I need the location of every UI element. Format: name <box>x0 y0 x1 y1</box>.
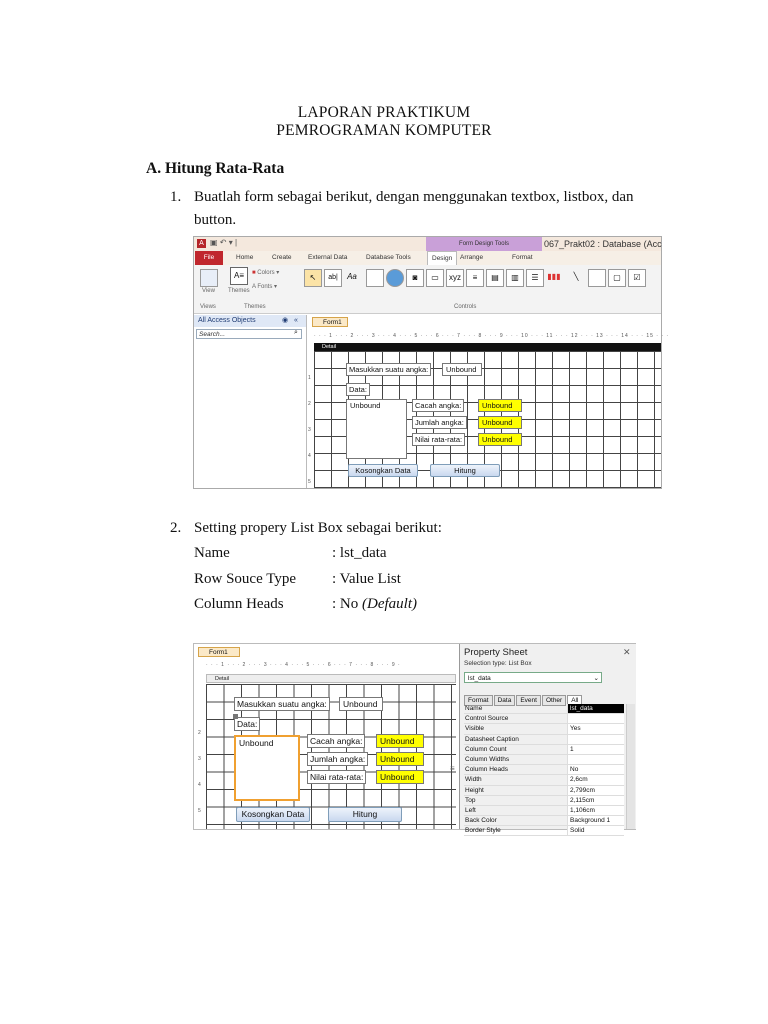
textbox-tool-icon[interactable]: ab| <box>324 269 342 287</box>
property-value[interactable]: 1 <box>567 745 624 754</box>
property-key: Top <box>465 796 476 804</box>
views-group-label: Views <box>200 304 216 310</box>
average-textbox[interactable]: Unbound <box>478 433 522 446</box>
move-handle[interactable] <box>233 714 238 719</box>
property-row[interactable] <box>464 724 624 734</box>
search-icon[interactable]: ⌕ <box>294 329 298 336</box>
themes-group-label: Themes <box>244 304 266 310</box>
step1-text-line1: Buatlah form sebagai berikut, dengan menggunakan textbox, listbox, dan <box>194 189 634 205</box>
prop-rowsource-value <box>332 571 401 588</box>
option-group-tool-icon[interactable]: xyz <box>446 269 464 287</box>
property-row[interactable] <box>464 765 624 775</box>
vruler-tick: 4 <box>308 453 311 459</box>
prop-name-value <box>332 545 387 562</box>
vruler-tick: 2 <box>198 730 201 736</box>
property-key: Column Count <box>465 745 507 753</box>
horizontal-ruler: · · · 1 · · · 2 · · · 3 · · · 4 · · · 5 · · · 6 · · · 7 · · · 8 · · · 9 · · · 10 · · · 11 · · · 12 · · · 13 · · · 14 · · · 15 · · · <box>314 333 670 339</box>
tab-home[interactable]: Home <box>236 254 254 261</box>
fonts-label: Fonts <box>257 284 273 290</box>
calculate-button[interactable]: Hitung <box>430 464 500 477</box>
report-title-line1: LAPORAN PRAKTIKUM <box>297 104 471 121</box>
vruler-tick: 3 <box>308 427 311 433</box>
chart-tool-icon[interactable]: ▮▮▮ <box>547 272 561 281</box>
file-tab[interactable]: File <box>195 251 223 265</box>
property-value[interactable]: Background 1 <box>567 816 624 825</box>
themes-icon[interactable]: A≡ <box>230 267 248 285</box>
data-label[interactable]: Data: <box>346 383 370 396</box>
property-row[interactable] <box>464 745 624 755</box>
property-value[interactable] <box>567 735 624 744</box>
colors-icon: ■ <box>252 270 256 276</box>
property-key: Control Source <box>465 715 509 723</box>
calculate-button[interactable]: Hitung <box>328 807 402 822</box>
step2-number: 2. <box>170 520 182 536</box>
property-value[interactable]: No <box>567 765 624 774</box>
tab-other[interactable]: Other <box>542 695 566 706</box>
label-tool-icon[interactable]: Aa <box>347 272 357 281</box>
hyperlink-tool-icon[interactable] <box>386 269 404 287</box>
property-row[interactable] <box>464 806 624 816</box>
horizontal-ruler: · · · 1 · · · 2 · · · 3 · · · 4 · · · 5 · · · 6 · · · 7 · · · 8 · · · 9 · <box>206 662 401 668</box>
average-label[interactable]: Nilai rata-rata: <box>307 770 366 784</box>
property-scrollbar[interactable] <box>626 704 635 829</box>
data-listbox-selected[interactable]: Unbound <box>234 735 300 801</box>
property-row[interactable] <box>464 704 624 714</box>
navigation-pane <box>194 315 307 488</box>
tab-format[interactable]: Format <box>512 254 533 261</box>
detail-section-bar[interactable]: Detail <box>206 674 456 683</box>
vertical-ruler <box>198 686 204 826</box>
count-textbox[interactable]: Unbound <box>478 399 522 412</box>
access-form-design-screenshot <box>193 236 670 489</box>
toggle-button-tool-icon[interactable]: ▢ <box>608 269 626 287</box>
prop-rowsource-key: Row Souce Type <box>194 571 296 587</box>
clear-data-button[interactable]: Kosongkan Data <box>236 807 310 822</box>
prop-separator: : <box>332 596 337 612</box>
property-key: Datasheet Caption <box>465 735 519 743</box>
fonts-icon: A <box>252 284 256 290</box>
data-label[interactable]: Data: <box>234 717 260 731</box>
tab-data[interactable]: Data <box>494 695 516 706</box>
clear-data-button[interactable]: Kosongkan Data <box>348 464 418 477</box>
controls-group-label: Controls <box>454 304 477 310</box>
step1-number: 1. <box>170 189 182 205</box>
report-title-line2: PEMROGRAMAN KOMPUTER <box>276 122 492 139</box>
form-design-area <box>308 315 670 488</box>
property-key: Back Color <box>465 817 497 825</box>
property-key: Visible <box>465 725 485 733</box>
prop-default-note: (Default) <box>362 596 417 612</box>
list-box-tool-icon[interactable]: ▥ <box>506 269 524 287</box>
property-value[interactable]: Solid <box>567 826 624 835</box>
context-tab-label: Form Design Tools <box>426 237 542 251</box>
data-listbox[interactable]: Unbound <box>346 399 407 459</box>
tab-create[interactable]: Create <box>272 254 292 261</box>
close-icon[interactable]: ✕ <box>623 647 631 657</box>
vruler-tick: 5 <box>198 808 201 814</box>
count-label[interactable]: Cacah angka: <box>307 734 365 748</box>
vruler-tick: 2 <box>308 401 311 407</box>
colors-label: Colors <box>257 270 275 276</box>
colors-button[interactable]: ■ Colors ▾ <box>252 270 280 276</box>
prop-columnheads-key: Column Heads <box>194 596 284 612</box>
nav-search-input[interactable]: Search... <box>196 329 302 339</box>
shutter-bar-close-icon[interactable]: « <box>294 317 298 324</box>
list-tool-icon[interactable]: ☰ <box>526 269 544 287</box>
vruler-tick: 1 <box>308 375 311 381</box>
rectangle-tool-icon[interactable] <box>588 269 606 287</box>
property-list <box>464 704 624 836</box>
property-value[interactable]: 1,106cm <box>567 806 624 815</box>
property-row[interactable] <box>464 735 624 745</box>
quick-access-toolbar-icons[interactable]: ▣ ↶ ▾ | <box>210 238 238 247</box>
section-heading: A. Hitung Rata-Rata <box>146 160 285 177</box>
selected-object: lst_data <box>468 675 491 682</box>
form1-tab[interactable]: Form1 <box>198 647 240 657</box>
property-value[interactable] <box>567 714 624 723</box>
select-pointer-icon[interactable]: ↖ <box>304 269 322 287</box>
prop-separator: : <box>332 545 337 561</box>
nav-pane-dropdown-icon[interactable]: ◉ <box>282 317 289 324</box>
sum-label[interactable]: Jumlah angka: <box>412 416 467 429</box>
property-key: Name <box>465 705 483 712</box>
fonts-button[interactable]: A Fonts ▾ <box>252 284 278 290</box>
vruler-tick: 5 <box>308 479 311 485</box>
listbox-property-screenshot <box>193 643 636 835</box>
view-button-label: View <box>202 288 215 294</box>
line-tool-icon[interactable]: ╲ <box>573 272 579 281</box>
property-key: Border Style <box>465 827 501 835</box>
property-key: Column Widths <box>465 755 510 763</box>
average-label[interactable]: Nilai rata-rata: <box>412 433 465 446</box>
sum-textbox[interactable]: Unbound <box>478 416 522 429</box>
nav-pane-header[interactable] <box>194 315 306 327</box>
page-break-tool-icon[interactable]: ≡ <box>466 269 484 287</box>
button-tool-icon[interactable] <box>366 269 384 287</box>
property-value[interactable]: Yes <box>567 724 624 733</box>
property-row[interactable] <box>464 755 624 765</box>
prop-name-key: Name <box>194 545 230 561</box>
property-key: Column Heads <box>465 766 508 774</box>
prompt-label[interactable]: Masukkan suatu angka: <box>346 363 431 376</box>
tab-database-tools[interactable]: Database Tools <box>366 254 411 261</box>
navigation-control-icon[interactable]: ▭ <box>426 269 444 287</box>
property-key: Left <box>465 806 476 814</box>
tab-external-data[interactable]: External Data <box>308 254 348 261</box>
sum-label[interactable]: Jumlah angka: <box>307 752 368 766</box>
input-textbox[interactable]: Unbound <box>442 363 482 376</box>
property-value[interactable]: 2,799cm <box>567 786 624 795</box>
tab-arrange[interactable]: Arrange <box>460 254 484 261</box>
step2-text: Setting propery List Box sebagai berikut: <box>194 520 442 536</box>
prop-value: Value List <box>339 571 401 587</box>
property-row[interactable] <box>464 775 624 785</box>
property-row[interactable] <box>464 714 624 724</box>
form1-tab[interactable]: Form1 <box>312 317 348 327</box>
property-value[interactable] <box>567 755 624 764</box>
detail-section-bar[interactable]: Detail <box>314 343 661 351</box>
vruler-tick: 4 <box>198 782 201 788</box>
splitter-grip-icon[interactable]: ≡ <box>450 764 455 773</box>
vruler-tick: 3 <box>198 756 201 762</box>
property-value[interactable]: 2,115cm <box>567 796 624 805</box>
property-sheet-title: Property Sheet <box>464 647 528 658</box>
property-sheet <box>459 644 636 835</box>
combo-box-tool-icon[interactable]: ▤ <box>486 269 504 287</box>
ribbon <box>194 265 661 314</box>
prompt-label[interactable]: Masukkan suatu angka: <box>234 697 330 711</box>
tab-design[interactable]: Design <box>427 251 457 266</box>
prop-value: lst_data <box>339 545 387 561</box>
nav-pane-title: All Access Objects <box>198 317 256 324</box>
selection-type: Selection type: List Box <box>464 660 532 667</box>
input-textbox[interactable]: Unbound <box>339 697 383 711</box>
count-label[interactable]: Cacah angka: <box>412 399 464 412</box>
property-key: Height <box>465 786 484 794</box>
tab-event[interactable]: Event <box>516 695 541 706</box>
prop-separator: : <box>332 571 337 587</box>
property-value[interactable]: lst_data <box>567 704 624 713</box>
property-key: Width <box>465 776 482 784</box>
property-row[interactable] <box>464 816 624 826</box>
count-textbox[interactable]: Unbound <box>376 734 424 748</box>
prop-value: No <box>339 596 363 612</box>
view-icon[interactable] <box>200 269 218 287</box>
tab-control-tool-icon[interactable]: ◙ <box>406 269 424 287</box>
sum-textbox[interactable]: Unbound <box>376 752 424 766</box>
tab-format[interactable]: Format <box>464 695 493 706</box>
object-selector-dropdown[interactable] <box>464 672 602 683</box>
step1-text-line2: button. <box>194 212 237 228</box>
check-box-tool-icon[interactable]: ☑ <box>628 269 646 287</box>
chevron-down-icon: ⌄ <box>593 675 599 682</box>
access-app-icon: A <box>197 239 206 248</box>
property-row[interactable] <box>464 826 624 836</box>
property-value[interactable]: 2,6cm <box>567 775 624 784</box>
property-row[interactable] <box>464 786 624 796</box>
window-title: 067_Prakt02 : Database (Acc <box>544 239 662 249</box>
themes-button-label: Themes <box>228 288 250 294</box>
property-row[interactable] <box>464 796 624 806</box>
tab-all[interactable]: All <box>567 695 582 706</box>
prop-columnheads-value <box>332 596 417 613</box>
average-textbox[interactable]: Unbound <box>376 770 424 784</box>
